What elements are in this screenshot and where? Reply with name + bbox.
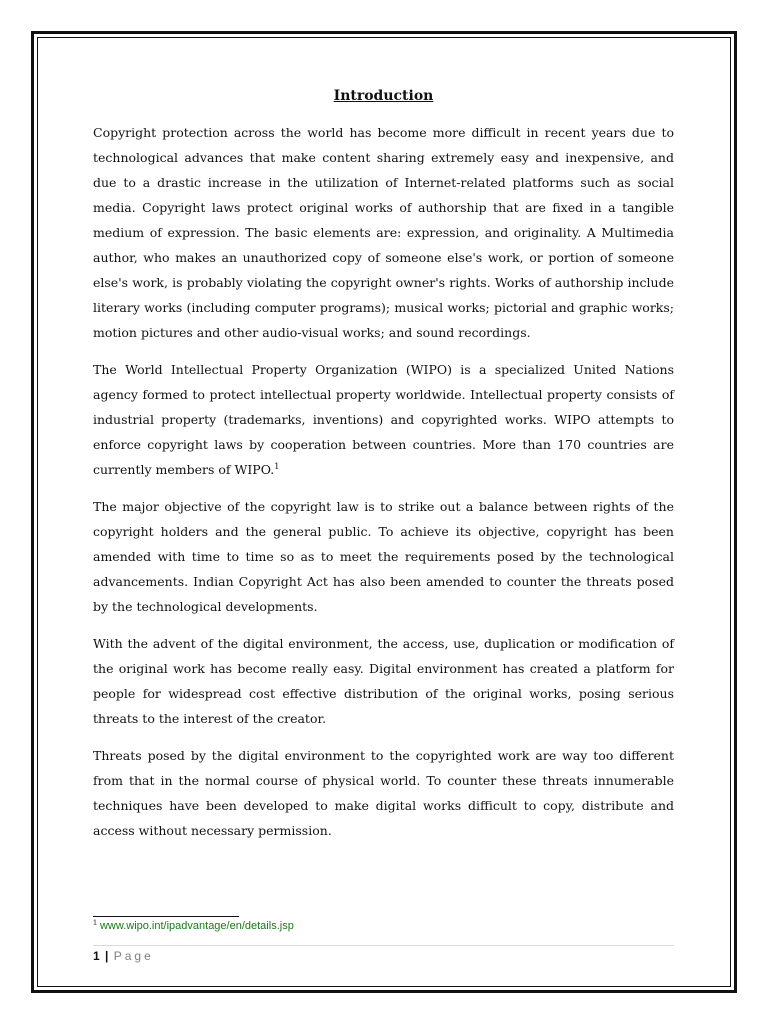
paragraph-5: Threats posed by the digital environment to the copyrighted work are way too different from that in the normal course of physical world. To counter these threats innumerable techniques have been developed to make digital works difficult to copy, distribute and access without necessary permission. (93, 748, 674, 838)
paragraph-1: Copyright protection across the world has become more difficult in recent years due to technological advances that make content sharing extremely easy and inexpensive, and due to a drastic increase in the utilization of Internet-related platforms such as social media. Copyright laws protect original works of authorship that are fixed in a tangible medium of expression. The basic elements are: expression, and originality. A Multimedia author, who makes an unauthorized copy of someone else's work, or portion of someone else's work, is probably violating the copyright owner's rights. Works of authorship include literary works (including computer programs); musical works; pictorial and graphic works; motion pictures and other audio-visual works; and sound recordings. (93, 125, 674, 340)
section-title: Introduction (333, 88, 434, 104)
page-footer (93, 949, 154, 963)
paragraph-2-text: The World Intellectual Property Organization (WIPO) is a specialized United Nations agency formed to protect intellectual property worldwide. Intellectual property consists of industrial property (trademarks, inventions) and copyrighted works. WIPO attempts to enforce copyright laws by cooperation between countries. More than 170 countries are currently members of WIPO. (93, 362, 674, 477)
footnote-reference[interactable]: 1 (274, 461, 280, 471)
footnote-separator (93, 916, 239, 917)
footer-divider (93, 945, 674, 946)
footnote (93, 920, 294, 932)
page-separator: | (105, 949, 109, 963)
document-body (93, 84, 674, 855)
footnote-marker: 1 (93, 919, 97, 927)
paragraph-2 (93, 357, 674, 482)
paragraph-3: The major objective of the copyright law is to strike out a balance between rights of the copyright holders and the general public. To achieve its objective, copyright has been amended with time to time so as to meet the requirements posed by the technological advancements. Indian Copyright Act has also been amended to counter the threats posed by the technological developments. (93, 499, 674, 614)
page-label: Page (113, 949, 154, 963)
page-number: 1 (93, 949, 100, 963)
paragraph-4: With the advent of the digital environment, the access, use, duplication or modification of the original work has become really easy. Digital environment has created a platform for people for widespread cost effective distribution of the original works, posing serious threats to the interest of the creator. (93, 636, 674, 726)
footnote-link[interactable]: www.wipo.int/ipadvantage/en/details.jsp (99, 920, 294, 932)
